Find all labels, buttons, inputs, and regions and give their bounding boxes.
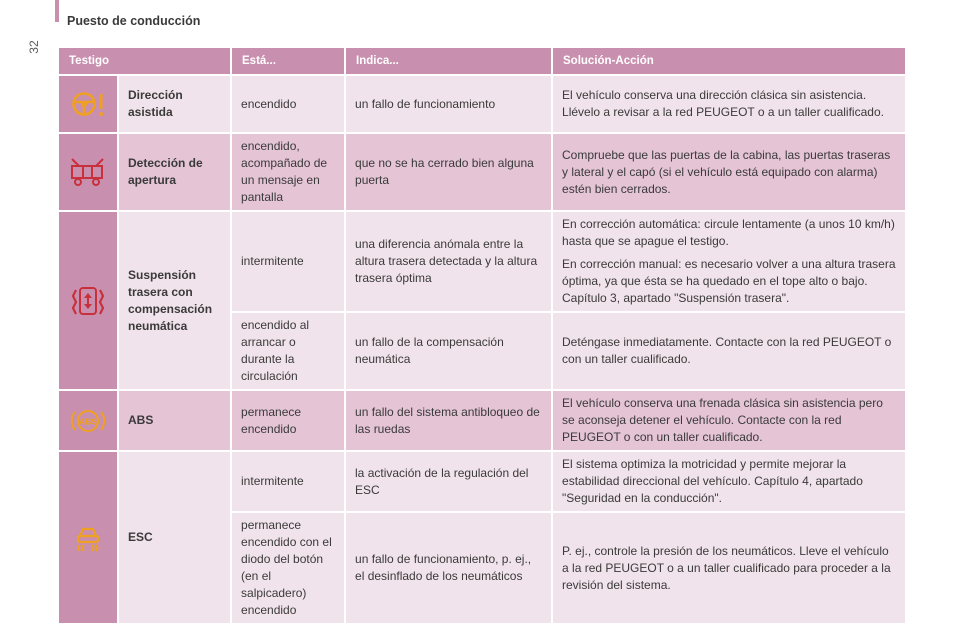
warning-action: El vehículo conserva una dirección clásica sin asistencia. Llévelo a revisar a la red PEUGEOT o a un taller cualificado. xyxy=(553,76,905,132)
warning-indicates: un fallo de la compensación neumática xyxy=(346,313,551,389)
warning-name: Suspensión trasera con compensación neumática xyxy=(119,212,230,389)
warning-action: P. ej., controle la presión de los neumáticos. Lleve el vehículo a la red PEUGEOT o a un taller cualificado para proceder a la revisión del sistema. xyxy=(553,513,905,623)
warning-state: permanece encendido con el diodo del botón (en el salpicadero) encendido xyxy=(232,513,344,623)
esc-skid-icon xyxy=(59,452,117,623)
warning-state: intermitente xyxy=(232,212,344,311)
warning-action: El vehículo conserva una frenada clásica sin asistencia pero se aconseja detener el vehículo. Contacte con la red PEUGEOT o con un taller cualificado. xyxy=(553,391,905,450)
abs-icon xyxy=(59,391,117,450)
warning-state: permanece encendido xyxy=(232,391,344,450)
header-testigo: Testigo xyxy=(59,48,230,74)
table-row xyxy=(59,391,905,450)
warning-indicates: un fallo del sistema antibloqueo de las ruedas xyxy=(346,391,551,450)
rear-suspension-icon xyxy=(59,212,117,389)
warning-name: Dirección asistida xyxy=(119,76,230,132)
table-header-row xyxy=(59,48,905,74)
table-row xyxy=(59,212,905,311)
warning-action: El sistema optimiza la motricidad y permite mejorar la estabilidad direccional del vehículo. Capítulo 4, apartado "Seguridad en la conducción". xyxy=(553,452,905,511)
warning-indicates: un fallo de funcionamiento xyxy=(346,76,551,132)
warning-lights-table xyxy=(57,46,907,625)
section-title: Puesto de conducción xyxy=(67,14,201,28)
header-esta: Está... xyxy=(232,48,344,74)
warning-indicates: que no se ha cerrado bien alguna puerta xyxy=(346,134,551,210)
warning-indicates: la activación de la regulación del ESC xyxy=(346,452,551,511)
warning-action: Compruebe que las puertas de la cabina, las puertas traseras y lateral y el capó (si el vehículo está equipado con alarma) estén bien cerrados. xyxy=(553,134,905,210)
action-paragraph: En corrección automática: circule lentamente (a unos 10 km/h) hasta que se apague el testigo. xyxy=(562,217,895,248)
abs-icon-label: ABS xyxy=(79,416,97,426)
warning-action xyxy=(553,212,905,311)
page-edge-marker xyxy=(55,0,59,22)
table-row xyxy=(59,134,905,210)
warning-name: ABS xyxy=(119,391,230,450)
page-number: 32 xyxy=(27,40,41,54)
warning-state: encendido xyxy=(232,76,344,132)
action-paragraph: En corrección manual: es necesario volver a una altura trasera óptima, ya que ésta se ha quedado en el tope alto o bajo. Capítulo 3, apartado "Suspensión trasera". xyxy=(562,257,896,305)
warning-action: Deténgase inmediatamente. Contacte con la red PEUGEOT o con un taller cualificado. xyxy=(553,313,905,389)
warning-state: intermitente xyxy=(232,452,344,511)
header-indica: Indica... xyxy=(346,48,551,74)
door-open-icon xyxy=(59,134,117,210)
warning-name: Detección de apertura xyxy=(119,134,230,210)
warning-state: encendido, acompañado de un mensaje en pantalla xyxy=(232,134,344,210)
warning-state: encendido al arrancar o durante la circulación xyxy=(232,313,344,389)
table-row xyxy=(59,76,905,132)
header-solucion: Solución-Acción xyxy=(553,48,905,74)
warning-indicates: un fallo de funcionamiento, p. ej., el desinflado de los neumáticos xyxy=(346,513,551,623)
warning-indicates: una diferencia anómala entre la altura trasera detectada y la altura trasera óptima xyxy=(346,212,551,311)
power-steering-warning-icon xyxy=(59,76,117,132)
table-row xyxy=(59,452,905,511)
warning-name: ESC xyxy=(119,452,230,623)
